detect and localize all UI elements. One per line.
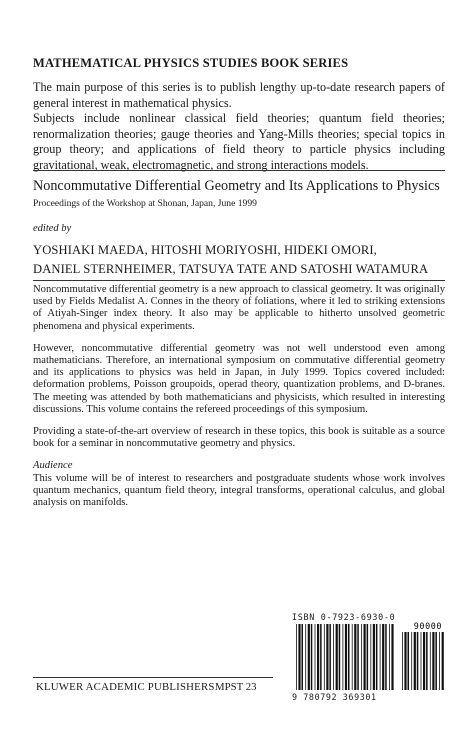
series-subjects: Subjects include nonlinear classical field theories; quantum field theories; renormalization theories; gauge theories and Yang-Mills theories; special topics in group theory; and applications of field theory to particle physics including gravitational, weak, electromagnetic, and strong interactions models.: [33, 111, 445, 172]
abstract-paragraph-3: Providing a state-of-the-art overview of research in these topics, this book is suitable as a source book for a seminar in noncommutative geometry and physics.: [33, 426, 445, 450]
barcode-digits: 9 780792 369301: [292, 692, 377, 702]
barcode-bar-18: [352, 624, 353, 690]
editors-line-2: DANIEL STERNHEIMER, TATSUYA TATE AND SATOSHI WATAMURA: [33, 262, 429, 276]
barcode-bar-30: [389, 624, 390, 690]
barcode-bar-14: [339, 624, 341, 690]
barcode-addon-digits: 90000: [413, 622, 442, 631]
barcode-bar-0: [296, 624, 297, 690]
series-description: [33, 80, 445, 173]
isbn-label: ISBN 0-7923-6930-0: [292, 612, 396, 622]
addon-bar-6: [421, 632, 422, 690]
abstract-paragraph-1: Noncommutative differential geometry is a new approach to classical geometry. It was originally used by Fields Medalist A. Connes in the theory of foliations, where it led to striking extensions of Atiyah-Singer index theory. It also may be applicable to hitherto unsolved geometric phenomena and physical experiments.: [33, 284, 445, 332]
barcode-addon-bars: [402, 632, 444, 690]
barcode-bar-15: [343, 624, 344, 690]
barcode-bar-12: [333, 624, 334, 690]
series-code: MPST 23: [215, 681, 257, 693]
series-title: MATHEMATICAL PHYSICS STUDIES BOOK SERIES: [33, 56, 349, 70]
barcode-main-bars: [296, 624, 394, 690]
barcode-bar-22: [364, 624, 366, 690]
audience-text: This volume will be of interest to researchers and postgraduate students whose work involves quantum mechanics, quantum field theory, integral transforms, operational calculus, and global analysis on manifolds.: [33, 472, 445, 509]
barcode-bar-5: [311, 624, 313, 690]
barcode-bar-9: [324, 624, 325, 690]
barcode-bar-28: [382, 624, 384, 690]
book-subtitle: Proceedings of the Workshop at Shonan, Japan, June 1999: [33, 198, 257, 209]
addon-bar-3: [411, 632, 412, 690]
barcode-graphic: [292, 622, 447, 692]
editors-list: [33, 241, 453, 279]
barcode-bar-19: [354, 624, 356, 690]
addon-bar-12: [439, 632, 440, 690]
edited-by-label: edited by: [33, 223, 72, 234]
barcode-bar-16: [345, 624, 347, 690]
addon-bar-7: [423, 632, 425, 690]
audience-heading: Audience: [33, 460, 73, 472]
barcode-bar-11: [329, 624, 331, 690]
barcode-bar-23: [367, 624, 369, 690]
publisher-name: KLUWER ACADEMIC PUBLISHERS: [36, 681, 215, 693]
abstract: [33, 284, 445, 519]
barcode-bar-1: [298, 624, 300, 690]
isbn-number: [292, 612, 447, 622]
barcode-bar-10: [326, 624, 328, 690]
barcode-bar-8: [320, 624, 322, 690]
addon-bar-5: [417, 632, 419, 690]
barcode-bar-24: [370, 624, 371, 690]
barcode-bar-13: [336, 624, 338, 690]
addon-bar-1: [404, 632, 406, 690]
book-title: Noncommutative Differential Geometry and Its Applications to Physics: [33, 178, 440, 194]
barcode-bar-7: [317, 624, 319, 690]
addon-bar-4: [414, 632, 416, 690]
barcode-bar-31: [391, 624, 393, 690]
editors-line-1: YOSHIAKI MAEDA, HITOSHI MORIYOSHI, HIDEKI OMORI,: [33, 243, 377, 257]
barcode-bar-21: [361, 624, 362, 690]
barcode-bar-29: [385, 624, 387, 690]
barcode-bar-25: [373, 624, 375, 690]
addon-bar-2: [408, 632, 410, 690]
addon-bar-9: [430, 632, 431, 690]
addon-bar-10: [432, 632, 434, 690]
abstract-paragraph-2: However, noncommutative differential geometry was not well understood even among mathematicians. Therefore, an international symposium on commutative differential geometry and its applications to physics was held in Japan, in July 1999. Topics covered included: deformation problems, Poisson groupoids, operad theory, quantization problems, and D-branes. The meeting was attended by both mathematicians and physicists, which resulted in interesting discussions. This volume contains the refereed proceedings of this symposium.: [33, 342, 445, 415]
barcode-bar-17: [348, 624, 350, 690]
isbn-barcode: [292, 612, 447, 702]
barcode-bar-2: [302, 624, 304, 690]
barcode-bar-20: [357, 624, 359, 690]
barcode-bar-4: [308, 624, 310, 690]
addon-bar-11: [435, 632, 437, 690]
addon-bar-0: [402, 632, 403, 690]
divider-top: [33, 170, 445, 171]
series-purpose: The main purpose of this series is to publish lengthy up-to-date research papers of general interest in mathematical physics.: [33, 80, 445, 110]
addon-bar-8: [426, 632, 428, 690]
divider-footer: [33, 677, 273, 678]
barcode-bar-27: [380, 624, 381, 690]
barcode-bar-6: [315, 624, 316, 690]
divider-middle: [33, 280, 445, 281]
barcode-bar-3: [305, 624, 306, 690]
addon-bar-13: [442, 632, 444, 690]
barcode-bar-26: [376, 624, 378, 690]
